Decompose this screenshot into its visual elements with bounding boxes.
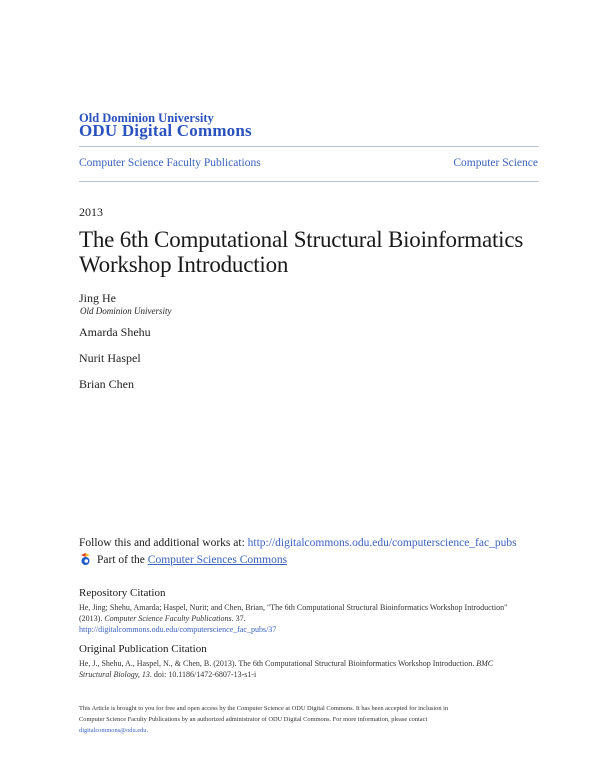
collection-link[interactable]: Computer Science Faculty Publications xyxy=(79,157,261,169)
bepress-commons-icon xyxy=(79,553,92,566)
citation-journal: BMC xyxy=(476,659,494,668)
citation-journal: Structural Biology, 13 xyxy=(79,670,150,679)
citation-url-link[interactable]: http://digitalcommons.odu.edu/computerscience_fac_pubs/37 xyxy=(79,625,277,634)
repository-citation-text xyxy=(79,602,539,635)
collection-url-link[interactable]: http://digitalcommons.odu.edu/computerscience_fac_pubs xyxy=(247,537,517,549)
citation-part: He, Jing; Shehu, Amarda; Haspel, Nurit; and Chen, Brian, "The 6th Computational Structural Bioinformatics Workshop Introduction" xyxy=(79,603,508,612)
citation-part: . doi: 10.1186/1472-6807-13-s1-i xyxy=(149,670,257,679)
notice-part: Computer Science Faculty Publications by an authorized administrator of ODU Digital Commons. For more information, please contact xyxy=(79,716,428,723)
article-title: The 6th Computational Structural Bioinformatics Workshop Introduction xyxy=(79,227,524,277)
original-citation-text xyxy=(79,658,539,680)
follow-line xyxy=(79,537,517,549)
computer-sciences-commons-link[interactable]: Computer Sciences Commons xyxy=(147,553,288,566)
citation-part: (2013). xyxy=(79,614,105,623)
citation-part: . 37. xyxy=(231,614,246,623)
author-name: Brian Chen xyxy=(79,377,134,391)
repository-citation-heading: Repository Citation xyxy=(79,587,166,599)
author-affiliation: Old Dominion University xyxy=(80,306,172,316)
citation-part: He, J., Shehu, A., Haspel, N., & Chen, B. (2013). The 6th Computational Structural Bioinformatics Workshop Introduction. xyxy=(79,659,477,668)
header-divider xyxy=(79,146,539,147)
notice-part: This Article is brought to you for free and open access by the Computer Science at ODU Digital Commons. It has been accepted for inclusion in xyxy=(79,705,449,712)
nav-divider xyxy=(79,181,539,182)
author-name: Amarda Shehu xyxy=(79,325,151,339)
author-name: Jing He xyxy=(79,291,116,305)
part-of-prefix: Part of the xyxy=(97,553,145,566)
notice-part: . xyxy=(146,727,149,734)
repository-name[interactable]: ODU Digital Commons xyxy=(79,121,252,140)
access-notice xyxy=(79,703,539,736)
university-name: Old Dominion University xyxy=(79,111,214,125)
author-name: Nurit Haspel xyxy=(79,351,141,365)
publication-year: 2013 xyxy=(79,205,103,219)
citation-journal: Computer Science Faculty Publications xyxy=(104,614,232,623)
follow-prefix: Follow this and additional works at: xyxy=(79,537,248,549)
original-citation-heading: Original Publication Citation xyxy=(79,643,207,655)
contact-email-link[interactable]: digitalcommons@odu.edu xyxy=(79,727,147,734)
part-of-line xyxy=(79,553,287,566)
department-link[interactable]: Computer Science xyxy=(453,157,538,169)
